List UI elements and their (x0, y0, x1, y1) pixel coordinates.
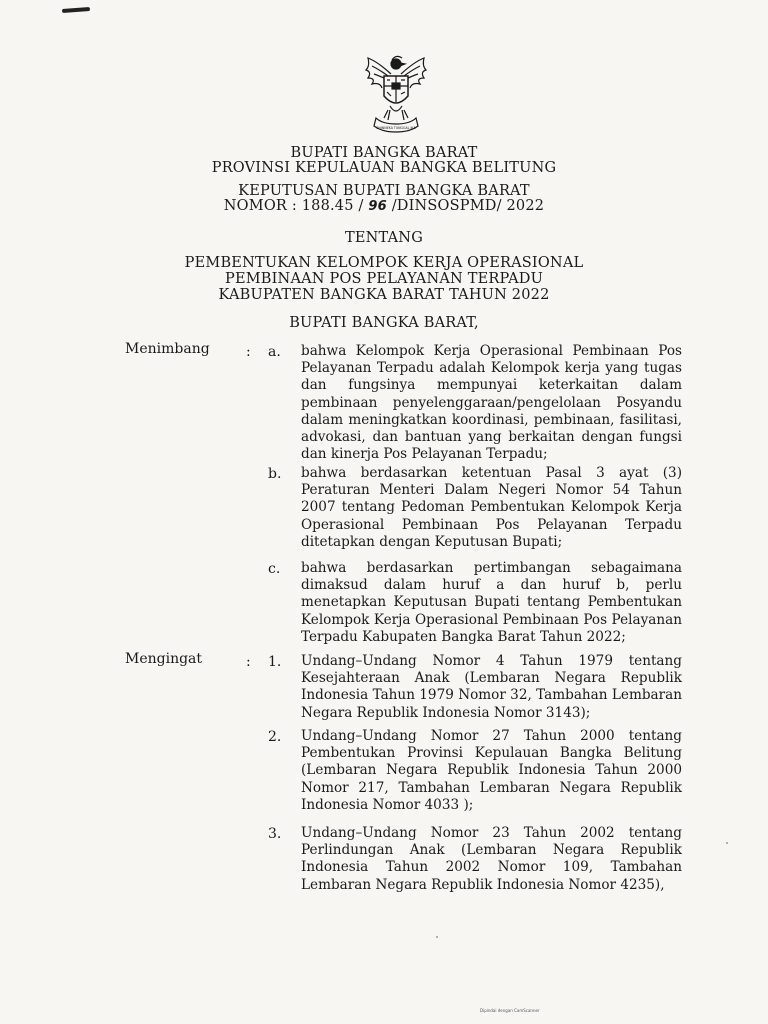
about-heading: TENTANG (345, 230, 423, 246)
garuda-emblem-icon (362, 52, 430, 136)
decree-title: KEPUTUSAN BUPATI BANGKA BARAT (238, 183, 530, 199)
menimbang-marker-c: c. (268, 561, 281, 577)
menimbang-marker-b: b. (268, 466, 282, 482)
subject-line-2: PEMBINAAN POS PELAYANAN TERPADU (224, 271, 544, 287)
scan-speck (726, 842, 728, 844)
mengingat-item-3: Undang–Undang Nomor 23 Tahun 2002 tentang Perlindungan Anak (Lembaran Negara Republik Indonesia Tahun 2002 Nomor 109, Tambahan Lembaran Negara Republik Indonesia Nomor 4235), (301, 825, 682, 893)
mengingat-marker-1: 1. (268, 654, 282, 670)
mengingat-label: Mengingat (125, 651, 203, 667)
menimbang-marker-a: a. (268, 344, 281, 360)
mengingat-colon: : (246, 654, 251, 670)
mengingat-marker-2: 2. (268, 729, 282, 745)
menimbang-colon: : (246, 344, 251, 360)
menimbang-item-c: bahwa berdasarkan pertimbangan sebagaimana dimaksud dalam huruf a dan huruf b, perlu menetapkan Keputusan Bupati tentang Pembentukan Kelompok Kerja Operasional Pembinaan Pos Pelayanan Terpadu Kabupaten Bangka Barat Tahun 2022; (301, 560, 682, 645)
number-handwritten: 96 (368, 199, 387, 214)
mengingat-marker-3: 3. (268, 826, 282, 842)
regent-title: BUPATI BANGKA BARAT (290, 145, 478, 161)
subject-line-1: PEMBENTUKAN KELOMPOK KERJA OPERASIONAL (184, 255, 584, 271)
mengingat-item-1: Undang–Undang Nomor 4 Tahun 1979 tentang Kesejahteraan Anak (Lembaran Negara Republik Indonesia Tahun 1979 Nomor 32, Tambahan Lembaran Negara Republik Indonesia Nomor 3143); (301, 653, 682, 721)
mengingat-item-2: Undang–Undang Nomor 27 Tahun 2000 tentang Pembentukan Provinsi Kepulauan Bangka Belitung (Lembaran Negara Republik Indonesia Tahun 2000 Nomor 217, Tambahan Lembaran Negara Republik Indonesia Nomor 4033 ); (301, 728, 682, 813)
menimbang-label: Menimbang (125, 341, 210, 357)
menimbang-item-a: bahwa Kelompok Kerja Operasional Pembinaan Pos Pelayanan Terpadu adalah Kelompok kerja yang tugas dan fungsinya mempunyai keterkaitan dalam pembinaan penyelenggaraan/pengelolaan Posyandu dalam meningkatkan koordinasi, pembinaan, fasilitasi, advokasi, dan bantuan yang berkaitan dengan fungsi dan kinerja Pos Pelayanan Terpadu; (301, 343, 682, 463)
emblem-motto: BHINNEKA TUNGGAL IKA (376, 126, 416, 130)
subject-line-3: KABUPATEN BANGKA BARAT TAHUN 2022 (218, 287, 550, 303)
number-suffix: /DINSOSPMD/ 2022 (391, 198, 545, 214)
province-title: PROVINSI KEPULAUAN BANGKA BELITUNG (211, 160, 557, 176)
regent-salutation: BUPATI BANGKA BARAT, (289, 315, 479, 331)
menimbang-item-b: bahwa berdasarkan ketentuan Pasal 3 ayat (3) Peraturan Menteri Dalam Negeri Nomor 54 Tahun 2007 tentang Pedoman Pembentukan Kelompok Kerja Operasional Pembinaan Pos Pelayanan Terpadu ditetapkan dengan Keputusan Bupati; (301, 465, 682, 550)
scanner-watermark: Dipindai dengan CamScanner (480, 1008, 540, 1013)
scan-speck (436, 936, 438, 938)
pen-mark (62, 7, 90, 13)
number-prefix: NOMOR : 188.45 / (223, 198, 364, 214)
decree-number (0, 198, 768, 215)
